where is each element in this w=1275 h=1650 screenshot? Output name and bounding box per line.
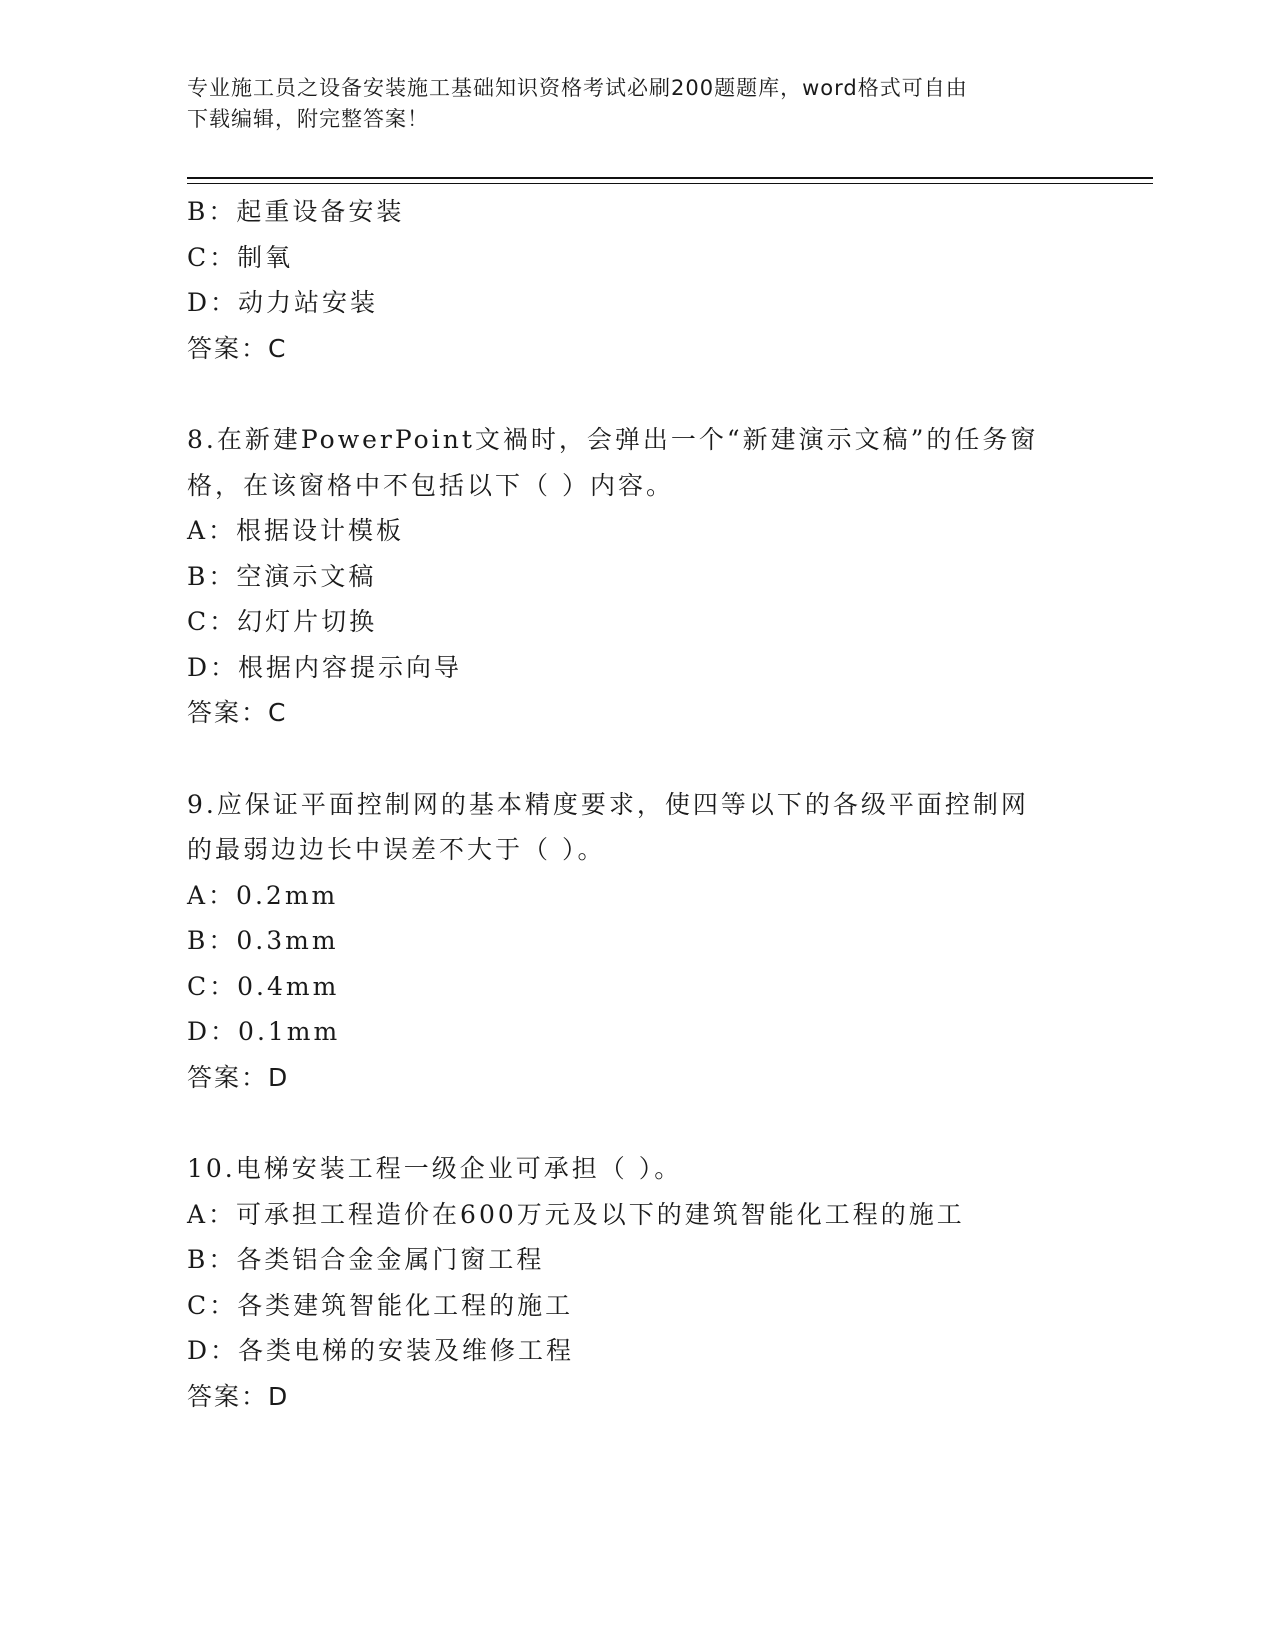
q8-option-b: B：空演示文稿 [187,561,377,591]
q8-stem-line-1: 8.在新建PowerPoint文禍时，会弹出一个“新建演示文稿”的任务窗 [187,425,1039,454]
q10-option-a: A：可承担工程造价在600万元及以下的建筑智能化工程的施工 [187,1199,965,1229]
q10-answer: 答案：D [187,1381,290,1411]
q8-answer: 答案：C [187,698,288,727]
q8-option-c: C：幻灯片切换 [187,607,378,636]
header-line-2: 下载编辑，附完整答案！ [187,107,429,131]
document-header [187,73,1067,135]
q10-option-c: C：各类建筑智能化工程的施工 [187,1290,574,1320]
header-rule-thin [187,183,1153,184]
header-line-1: 专业施工员之设备安装施工基础知识资格考试必刷200题题库，word格式可自由 [187,76,968,100]
q9-stem-line-1: 9.应保证平面控制网的基本精度要求，使四等以下的各级平面控制网 [187,789,1029,819]
q9-stem-line-2: 的最弱边边长中误差不大于（ ）。 [187,835,606,864]
q7-option-b: B：起重设备安装 [187,197,405,226]
question-10-block [187,1146,1087,1419]
q10-option-b: B：各类铝合金金属门窗工程 [187,1245,545,1274]
header-rule-thick [187,177,1153,179]
q8-stem-line-2: 格，在该窗格中不包括以下（ ）内容。 [187,470,674,500]
q10-option-d: D：各类电梯的安装及维修工程 [187,1336,575,1365]
q10-stem-line-1: 10.电梯安装工程一级企业可承担（ ）。 [187,1154,683,1183]
q9-option-a: A：0.2mm [187,880,339,910]
q9-answer: 答案：D [187,1062,290,1092]
q7-answer: 答案：C [187,333,288,363]
q7-option-c: C：制氧 [187,242,294,272]
q9-option-b: B：0.3mm [187,926,339,955]
q8-option-d: D：根据内容提示向导 [187,652,463,682]
q8-option-a: A：根据设计模板 [187,516,405,545]
question-7-block [187,189,1087,371]
q9-option-c: C：0.4mm [187,971,340,1001]
q7-option-d: D：动力站安装 [187,288,379,317]
question-8-block [187,417,1087,736]
question-9-block [187,782,1087,1101]
q9-option-d: D：0.1mm [187,1017,341,1046]
question-list [187,189,1087,1419]
